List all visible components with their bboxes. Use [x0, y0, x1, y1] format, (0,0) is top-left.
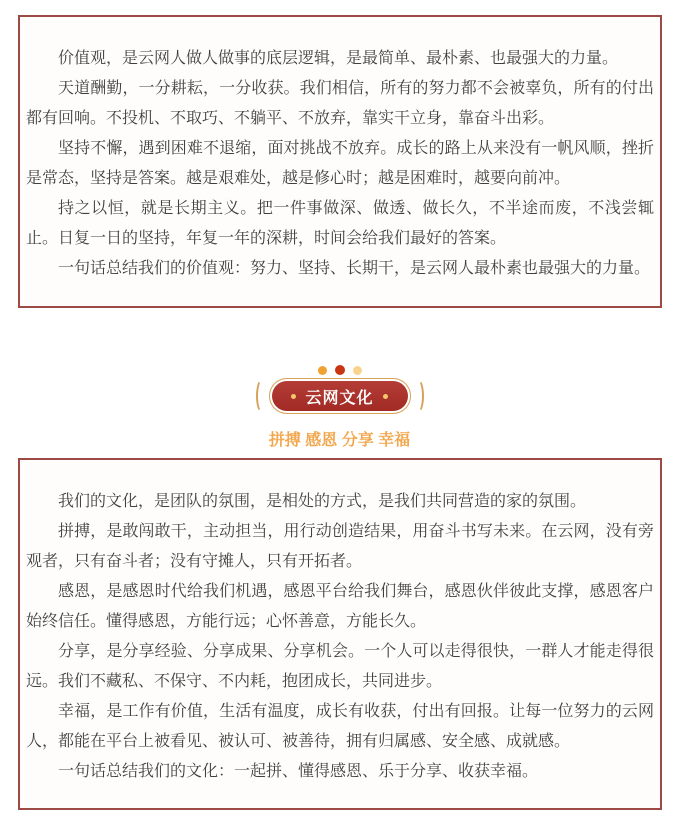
- culture-paragraph: 分享，是分享经验、分享成果、分享机会。一个人可以走得很快，一群人才能走得很远。我们不藏私、不保守、不内耗，抱团成长，共同进步。: [26, 643, 654, 690]
- decor-dot-pale-icon: [353, 366, 362, 375]
- badge-bullet-left-icon: [291, 394, 296, 399]
- values-paragraph: 一句话总结我们的价值观：努力、坚持、长期干，是云网人最朴素也最强大的力量。: [58, 260, 651, 277]
- culture-paragraph: 我们的文化，是团队的氛围，是相处的方式，是我们共同营造的家的氛围。: [58, 493, 587, 510]
- section-header: [0, 378, 679, 414]
- culture-paragraph: 幸福，是工作有价值，生活有温度，成长有收获，付出有回报。让每一位努力的云网人，都能在平台上被看见、被认可、被善待，拥有归属感、安全感、成就感。: [26, 703, 654, 750]
- values-paragraph: 价值观，是云网人做人做事的底层逻辑，是最简单、最朴素、也最强大的力量。: [58, 50, 619, 67]
- culture-paragraph: 一句话总结我们的文化：一起拼、懂得感恩、乐于分享、收获幸福。: [58, 763, 539, 780]
- badge-pill: [272, 381, 408, 411]
- values-section: [18, 15, 662, 308]
- values-paragraph: 持之以恒，就是长期主义。把一件事做深、做透、做长久，不半途而废，不浅尝辄止。日复一日的坚持，年复一年的深耕，时间会给我们最好的答案。: [26, 200, 654, 247]
- culture-paragraph: 感恩，是感恩时代给我们机遇，感恩平台给我们舞台，感恩伙伴彼此支撑，感恩客户始终信任。懂得感恩，方能行远；心怀善意，方能长久。: [26, 583, 654, 630]
- badge-arc-left-icon: [256, 379, 268, 413]
- values-paragraph: 天道酬勤，一分耕耘，一分收获。我们相信，所有的努力都不会被辜负，所有的付出都有回响。不投机、不取巧、不躺平、不放弃，靠实干立身，靠奋斗出彩。: [26, 80, 654, 127]
- culture-section: [18, 458, 662, 810]
- badge-bullet-right-icon: [383, 394, 388, 399]
- section-badge: [269, 378, 411, 414]
- decor-dot-orange-icon: [318, 366, 327, 375]
- badge-arc-right-icon: [412, 379, 424, 413]
- decor-dots: [0, 365, 679, 375]
- culture-paragraph: 拼搏，是敢闯敢干，主动担当，用行动创造结果，用奋斗书写未来。在云网，没有旁观者，只有奋斗者；没有守摊人，只有开拓者。: [26, 523, 654, 570]
- values-paragraph: 坚持不懈，遇到困难不退缩，面对挑战不放弃。成长的路上从来没有一帆风顺，挫折是常态，坚持是答案。越是艰难处，越是修心时；越是困难时，越要向前冲。: [26, 140, 654, 187]
- badge-title: 云网文化: [305, 389, 374, 407]
- culture-tagline: 拼搏 感恩 分享 幸福: [268, 432, 411, 449]
- decor-dot-red-icon: [335, 365, 345, 375]
